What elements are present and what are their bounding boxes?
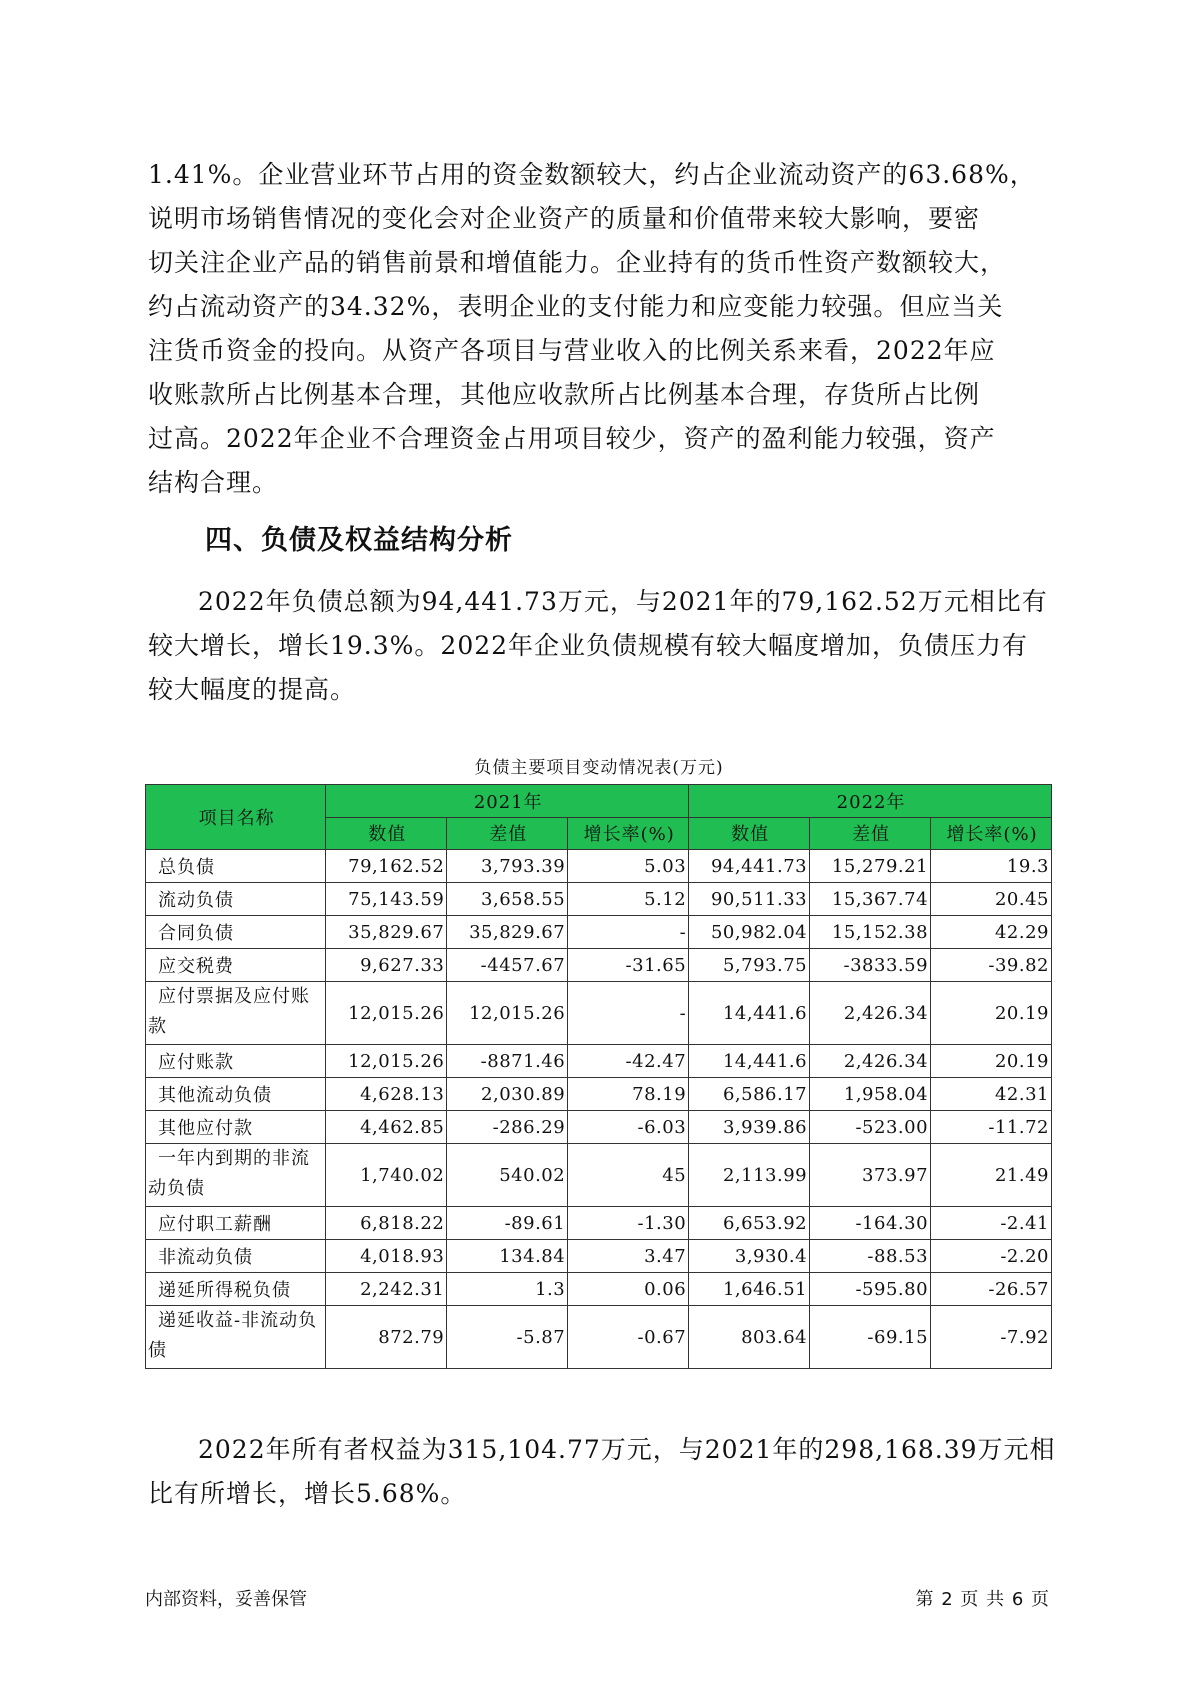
table-cell: 5.12 [568, 883, 689, 916]
row-label: 流动负债 [146, 883, 326, 916]
table-cell: -5.87 [447, 1306, 568, 1369]
text-line: 2022年所有者权益为315,104.77万元，与2021年的298,168.39万元相 [198, 1435, 1056, 1464]
table-cell: 3,939.86 [689, 1111, 810, 1144]
table-header-row [146, 785, 1052, 818]
table-cell: 1.3 [447, 1273, 568, 1306]
text-line: 较大幅度的提高。 [148, 675, 357, 704]
table-cell: -1.30 [568, 1207, 689, 1240]
row-label: 总负债 [146, 850, 326, 883]
table-row [146, 883, 1052, 916]
text-line: 收账款所占比例基本合理，其他应收款所占比例基本合理，存货所占比例 [148, 380, 981, 409]
row-label: 应付职工薪酬 [146, 1207, 326, 1240]
table-row [146, 1273, 1052, 1306]
text-line: 结构合理。 [148, 468, 279, 497]
table-cell: -6.03 [568, 1111, 689, 1144]
table-cell: 12,015.26 [447, 982, 568, 1045]
table-cell: 9,627.33 [326, 949, 447, 982]
text-line: 2022年负债总额为94,441.73万元，与2021年的79,162.52万元相比有 [198, 587, 1048, 616]
table-row [146, 1240, 1052, 1273]
text-line: 1.41%。企业营业环节占用的资金数额较大，约占企业流动资产的63.68%， [148, 160, 1036, 189]
row-label: 一年内到期的非流动负债 [146, 1144, 326, 1207]
row-label: 应交税费 [146, 949, 326, 982]
table-cell: -4457.67 [447, 949, 568, 982]
text-line: 说明市场销售情况的变化会对企业资产的质量和价值带来较大影响，要密 [148, 204, 981, 233]
column-header-value: 数值 [326, 817, 447, 850]
table-cell: 1,958.04 [810, 1078, 931, 1111]
table-cell: 14,441.6 [689, 982, 810, 1045]
table-cell: 94,441.73 [689, 850, 810, 883]
table-cell: 15,279.21 [810, 850, 931, 883]
table-cell: 14,441.6 [689, 1045, 810, 1078]
footer-page-number: 第 2 页 共 6 页 [915, 1589, 1050, 1610]
text-line: 较大增长，增长19.3%。2022年企业负债规模有较大幅度增加，负债压力有 [148, 631, 1029, 660]
table-cell: -2.20 [931, 1240, 1052, 1273]
table-cell: 35,829.67 [447, 916, 568, 949]
table-cell: -2.41 [931, 1207, 1052, 1240]
table-cell: 872.79 [326, 1306, 447, 1369]
table-cell: -88.53 [810, 1240, 931, 1273]
table-cell: 4,628.13 [326, 1078, 447, 1111]
table-cell: 4,462.85 [326, 1111, 447, 1144]
table-cell: 2,426.34 [810, 1045, 931, 1078]
table-row [146, 1078, 1052, 1111]
text-line: 过高。2022年企业不合理资金占用项目较少，资产的盈利能力较强，资产 [148, 424, 996, 453]
table-cell: 803.64 [689, 1306, 810, 1369]
body-paragraph-liabilities [148, 580, 1050, 712]
table-cell: 90,511.33 [689, 883, 810, 916]
table-row [146, 1144, 1052, 1207]
row-label: 其他流动负债 [146, 1078, 326, 1111]
table-cell: -69.15 [810, 1306, 931, 1369]
table-cell: 12,015.26 [326, 1045, 447, 1078]
table-cell: -42.47 [568, 1045, 689, 1078]
body-paragraph-assets [148, 153, 1050, 505]
table-cell: 35,829.67 [326, 916, 447, 949]
table-cell: 373.97 [810, 1144, 931, 1207]
table-cell: 6,653.92 [689, 1207, 810, 1240]
table-cell: 20.19 [931, 982, 1052, 1045]
table-row [146, 1306, 1052, 1369]
table-cell: -7.92 [931, 1306, 1052, 1369]
table-row [146, 1207, 1052, 1240]
column-header-growth: 增长率(%) [568, 817, 689, 850]
table-cell: -8871.46 [447, 1045, 568, 1078]
table-caption: 负债主要项目变动情况表(万元) [474, 758, 724, 778]
table-cell: 1,740.02 [326, 1144, 447, 1207]
text-line: 约占流动资产的34.32%，表明企业的支付能力和应变能力较强。但应当关 [148, 292, 1004, 321]
table-cell: 540.02 [447, 1144, 568, 1207]
table-row [146, 1045, 1052, 1078]
table-cell: 75,143.59 [326, 883, 447, 916]
row-label: 递延收益-非流动负债 [146, 1306, 326, 1369]
table-cell: 2,242.31 [326, 1273, 447, 1306]
table-cell: - [568, 982, 689, 1045]
table-cell: -286.29 [447, 1111, 568, 1144]
section-heading: 四、负债及权益结构分析 [205, 525, 513, 556]
table-cell: 5,793.75 [689, 949, 810, 982]
row-label: 应付账款 [146, 1045, 326, 1078]
text-line: 注货币资金的投向。从资产各项目与营业收入的比例关系来看，2022年应 [148, 336, 996, 365]
table-cell: -11.72 [931, 1111, 1052, 1144]
table-cell: 12,015.26 [326, 982, 447, 1045]
row-label: 合同负债 [146, 916, 326, 949]
table-cell: 3.47 [568, 1240, 689, 1273]
row-label: 非流动负债 [146, 1240, 326, 1273]
row-label: 其他应付款 [146, 1111, 326, 1144]
table-cell: 15,367.74 [810, 883, 931, 916]
table-cell: 79,162.52 [326, 850, 447, 883]
table-cell: 21.49 [931, 1144, 1052, 1207]
column-group-2021: 2021年 [326, 785, 689, 818]
table-cell: -89.61 [447, 1207, 568, 1240]
table-cell: 20.45 [931, 883, 1052, 916]
table-row [146, 1111, 1052, 1144]
text-line: 比有所增长，增长5.68%。 [148, 1479, 467, 1508]
body-paragraph-equity [148, 1428, 1056, 1516]
column-group-2022: 2022年 [689, 785, 1052, 818]
column-header-diff: 差值 [447, 817, 568, 850]
table-cell: 6,586.17 [689, 1078, 810, 1111]
row-label: 应付票据及应付账款 [146, 982, 326, 1045]
table-cell: 42.29 [931, 916, 1052, 949]
table-cell: 3,658.55 [447, 883, 568, 916]
table-cell: 19.3 [931, 850, 1052, 883]
table-cell: 4,018.93 [326, 1240, 447, 1273]
table-cell: 2,030.89 [447, 1078, 568, 1111]
column-header-item-name: 项目名称 [146, 785, 326, 850]
table-cell: 3,793.39 [447, 850, 568, 883]
table-cell: 2,113.99 [689, 1144, 810, 1207]
table-cell: -31.65 [568, 949, 689, 982]
table-cell: 2,426.34 [810, 982, 931, 1045]
table-row [146, 916, 1052, 949]
table-cell: -164.30 [810, 1207, 931, 1240]
column-header-value: 数值 [689, 817, 810, 850]
table-cell: 50,982.04 [689, 916, 810, 949]
column-header-growth: 增长率(%) [931, 817, 1052, 850]
footer-confidential-note: 内部资料，妥善保管 [145, 1589, 307, 1610]
table-row [146, 949, 1052, 982]
column-header-diff: 差值 [810, 817, 931, 850]
text-line: 切关注企业产品的销售前景和增值能力。企业持有的货币性资产数额较大， [148, 248, 1007, 277]
table-row [146, 850, 1052, 883]
table-cell: -595.80 [810, 1273, 931, 1306]
table-cell: - [568, 916, 689, 949]
table-cell: -3833.59 [810, 949, 931, 982]
table-cell: 134.84 [447, 1240, 568, 1273]
table-cell: 1,646.51 [689, 1273, 810, 1306]
table-cell: 20.19 [931, 1045, 1052, 1078]
row-label: 递延所得税负债 [146, 1273, 326, 1306]
table-cell: 15,152.38 [810, 916, 931, 949]
table-cell: 45 [568, 1144, 689, 1207]
table-cell: 42.31 [931, 1078, 1052, 1111]
table-cell: -39.82 [931, 949, 1052, 982]
table-cell: 78.19 [568, 1078, 689, 1111]
table-cell: -0.67 [568, 1306, 689, 1369]
table-cell: 0.06 [568, 1273, 689, 1306]
table-cell: 5.03 [568, 850, 689, 883]
table-cell: -523.00 [810, 1111, 931, 1144]
liabilities-table [145, 784, 1052, 1369]
table-cell: 6,818.22 [326, 1207, 447, 1240]
table-cell: 3,930.4 [689, 1240, 810, 1273]
table-cell: -26.57 [931, 1273, 1052, 1306]
table-row [146, 982, 1052, 1045]
